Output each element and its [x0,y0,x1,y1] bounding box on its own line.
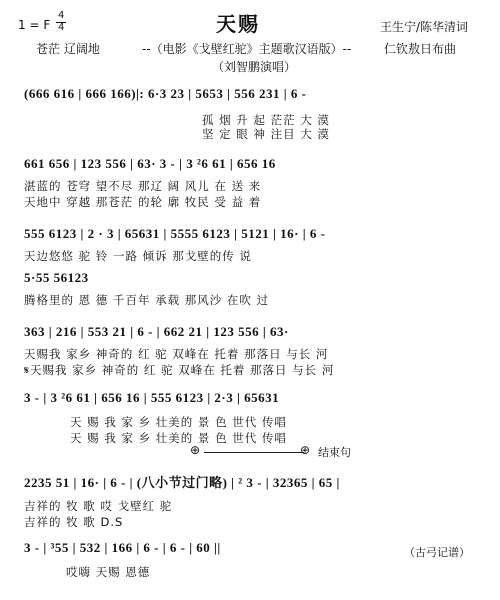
lyric-line: 吉祥的 牧 歌 D.S [24,515,124,529]
lyric-line: 天 赐 我 家 乡 壮美的 景 色 世代 传唱 [70,431,287,445]
song-subtitle: --（电影《戈壁红驼》主题歌汉语版）-- [142,42,352,56]
lyric-line: 天地中 穿越 那苍茫 的轮 廓 牧民 受 益 着 [24,195,262,209]
notation-row: 3 - | 3 ²6 61 | 656 16 | 555 6123 | 2·3 | 65631 [24,390,280,405]
song-title: 天赐 [216,12,260,36]
notation-row: 661 656 | 123 556 | 63· 3 - | 3 ²6 61 | 656 16 [24,156,276,171]
notation-row: 363 | 216 | 553 21 | 6 - | 662 21 | 123 556 | 63· [24,324,289,339]
coda-bracket-line [204,452,304,453]
notation-row: 555 6123 | 2 · 3 | 65631 | 5555 6123 | 5121 | 16· | 6 - [24,226,326,241]
composer-credit: 仁钦敖日布曲 [384,42,457,56]
time-signature-bottom: 4 [58,22,65,33]
notation-row: (666 616 | 666 166)|: 6·3 23 | 5653 | 556 231 | 6 - [24,86,307,101]
lyric-line: 坚 定 眼 神 注目 大 漠 [202,127,330,141]
transcriber-credit: （古弓记谱） [404,546,470,559]
header-lyric-line: 苍茫 辽阔地 [36,42,100,56]
lyric-line: 哎嗨 天赐 恩德 [66,565,151,579]
singer-credit: （刘智鹏演唱） [212,60,297,74]
time-signature-top: 4 [58,10,65,21]
lyric-line: 吉祥的 牧 歌 哎 戈壁红 驼 [24,499,173,513]
lyric-line: 天赐我 家乡 神奇的 红 驼 双峰在 托着 那落日 与长 河 [24,347,329,361]
coda-symbol-left: ⊕ [190,443,201,457]
coda-label: 结束句 [318,446,351,459]
notation-row: 2235 51 | 16· | 6 - | (八小节过门略) | ² 3 - | 32365 | 65 | [24,475,340,490]
lyric-line: 孤 烟 升 起 茫茫 大 漠 [202,113,330,127]
lyric-line: 𝄋天赐我 家乡 神奇的 红 驼 双峰在 托着 那落日 与长 河 [24,363,335,377]
lyric-line: 天边悠悠 驼 铃 一路 倾诉 那戈壁的传 说 [24,249,252,263]
key-signature: 1 = F [18,18,51,32]
lyric-line: 腾格里的 恩 德 千百年 承载 那风沙 在吹 过 [24,293,270,307]
notation-row: 3 - | ³55 | 532 | 166 | 6 - | 6 - | 60 || [24,540,221,555]
notation-row: 5·55 56123 [24,270,89,285]
lyric-line: 天 赐 我 家 乡 壮美的 景 色 世代 传唱 [70,415,287,429]
coda-symbol-right: ⊕ [300,443,311,457]
lyricist-credit: 王生宁/陈华清词 [380,20,469,34]
lyric-line: 湛蓝的 苍穹 望不尽 那辽 阔 风儿 在 送 来 [24,179,262,193]
